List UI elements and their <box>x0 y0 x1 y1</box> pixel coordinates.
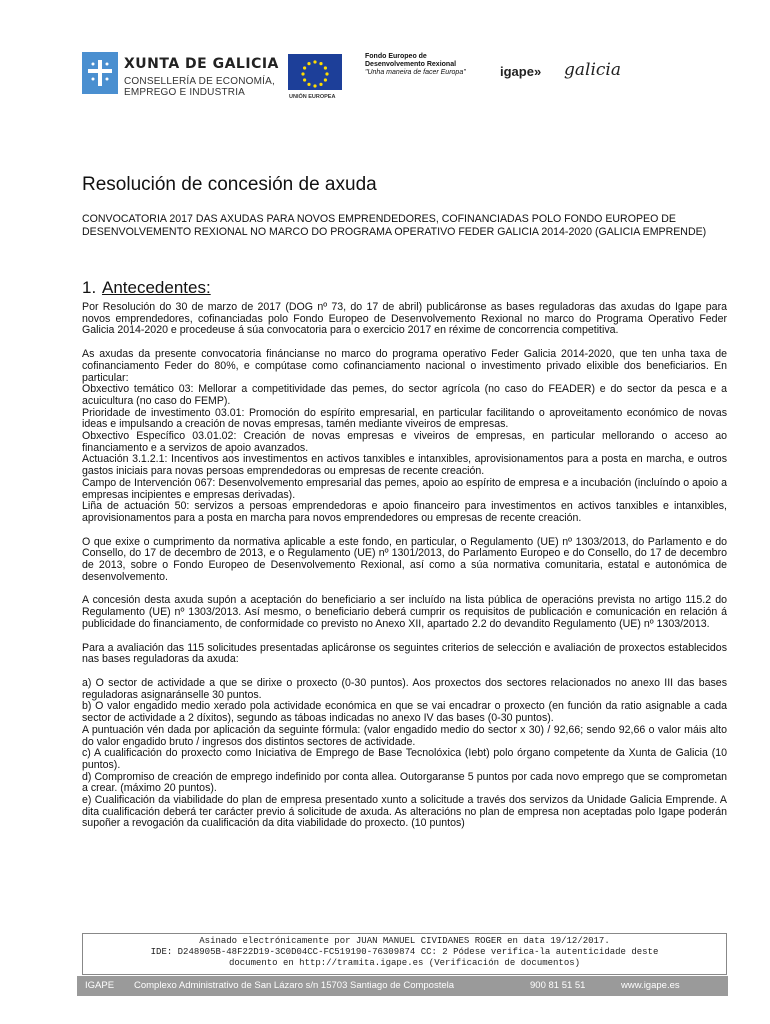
criterion-item: b) O valor engadido medio xerado pola actividade económica en que se vai encadrar o proxecto (en función da ratio asignable a cada sector de actividade a 2 díxitos), segundo as táboas indicadas no anexo IV das bases (0-30 puntos). <box>82 700 727 725</box>
criterion-item: c) A cualificación do proxecto como Iniciativa de Emprego de Base Tecnolóxica (Iebt) polo órgano competente da Xunta de Galicia (10 puntos). <box>82 747 727 771</box>
paragraph: Actuación 3.1.2.1: Incentivos aos investimentos en activos tanxibles e intanxibles, aprovisionamentos para a posta en marcha, e outros gastos iniciais para novas persoas emprendedoras ou empresas de recente creación. <box>82 453 727 478</box>
document-title: Resolución de concesión de axuda <box>82 174 377 195</box>
signature-verification: IDE: D248905B-48F22D19-3C0D04CC-FC519190-76309874 CC: 2 Pódese verifica-la autenticidade deste <box>150 947 659 957</box>
section-title: Antecedentes: <box>101 278 211 297</box>
paragraph: Obxectivo temático 03: Mellorar a competitividade das pemes, do sector agrícola (no caso do FEADER) e do sector da pesca e a acuicultura (no caso do FEMP). <box>82 383 727 407</box>
footer-bar <box>77 976 728 996</box>
paragraph: Campo de Intervención 067: Desenvolvemento empresarial das pemes, apoio ao espírito de empresa e a incubación (incluíndo o apoio a empresas incipientes e empresas derivadas). <box>82 476 727 501</box>
xunta-cross-icon <box>88 60 112 86</box>
footer-website-link[interactable]: www.igape.es <box>621 980 680 991</box>
signature-box <box>82 933 727 975</box>
xunta-dept-line2: EMPREGO E INDUSTRIA <box>124 87 246 98</box>
document-body <box>82 302 727 830</box>
eu-flag-icon <box>288 54 342 90</box>
footer-org: IGAPE <box>85 980 115 991</box>
footer-phone: 900 81 51 51 <box>530 980 586 991</box>
paragraph: As axudas da presente convocatoria fináncianse no marco do programa operativo Feder Galicia 2014-2020, que ten unha taxa de cofinanciamento Feder do 80%, e compútase como cofinanciamento nacional o investimento privado elixible dos beneficiarios. En particular: <box>82 348 727 384</box>
eu-label: UNIÓN EUROPEA <box>289 94 336 100</box>
criterion-item: a) O sector de actividade a que se dirixe o proxecto (0-30 puntos). Aos proxectos dos sectores relacionados no anexo III das bases reguladoras asignaránselle 30 puntos. <box>82 676 727 701</box>
letterhead <box>82 50 642 110</box>
paragraph: Para a avaliación das 115 solicitudes presentadas aplicáronse os seguintes criterios de selección e avaliación de proxectos establecidos nas bases reguladoras da axuda: <box>82 641 727 666</box>
document-subtitle: CONVOCATORIA 2017 DAS AXUDAS PARA NOVOS EMPRENDEDORES, COFINANCIADAS POLO FONDO EUROPEO DE DESENVOLVEMENTO REXIONAL NO MARCO DO PROGRAMA OPERATIVO FEDER GALICIA 2014-2020 (GALICIA EMPRENDE) <box>82 213 707 238</box>
igape-logo: igape» <box>500 64 542 79</box>
section-number: 1. <box>82 278 97 297</box>
paragraph: A concesión desta axuda supón a aceptación do beneficiario a ser incluído na lista pública de operacións prevista no artigo 115.2 do Regulamento (UE) nº 1303/2013. Así mesmo, o beneficiario deberá cumprir os requisitos de publicación e comunicación en relación á publicidade do financiamento, de conformidade co previsto no Anexo XII, apartado 2.2 do devandito Regulamento (UE) nº 1303/2013. <box>82 594 727 630</box>
criterion-item: e) Cualificación da viabilidade do plan de empresa presentado xunto a solicitude a través dos servizos da Unidade Galicia Emprende. A dita cualificación deberá ter carácter previo á solicitude de axuda. As alteracións no plan de empresa non aceptadas polo Igape poderán supoñer a revogación da cualificación da dita viabilidade do proxecto. (10 puntos) <box>82 794 727 830</box>
signature-link[interactable]: documento en http://tramita.igape.es (Verificación de documentos) <box>228 958 581 968</box>
footer-address: Complexo Administrativo de San Lázaro s/n 15703 Santiago de Compostela <box>134 980 455 991</box>
criterion-item: d) Compromiso de creación de emprego indefinido por conta allea. Outorgaranse 5 puntos por cada novo emprego que se comprometan a crear. (máximo 20 puntos). <box>82 770 727 795</box>
xunta-dept-line1: CONSELLERÍA DE ECONOMÍA, <box>124 76 275 87</box>
paragraph: Por Resolución do 30 de marzo de 2017 (DOG nº 73, do 17 de abril) publicáronse as bases reguladoras das axudas do Igape para novos emprendedores, cofinanciadas polo Fondo Europeo de Desenvolvemento Rexional no marco do Programa Operativo Feder Galicia 2014-2020 e procedeuse á súa convocatoria para o exercicio 2017 en réxime de concorrencia competitiva. <box>82 301 727 337</box>
section-heading <box>82 278 211 298</box>
feder-line1: Fondo Europeo de <box>365 53 427 60</box>
xunta-name: XUNTA DE GALICIA <box>124 56 279 72</box>
feder-line2: Desenvolvemento Rexional <box>365 61 457 68</box>
feder-text <box>365 53 466 77</box>
paragraph: O que exixe o cumprimento da normativa aplicable a este fondo, en particular, o Regulamento (UE) nº 1303/2013, do Parlamento e do Consello, do 17 de decembro de 2013, e o Regulamento (UE) nº 1301/2013, do Parlamento Europeo e do Consello, do 17 de decembro de 2013, sobre o Fondo Europeo de Desenvolvemento Rexional, así como a súa normativa comunitaria, estatal e autonómica de desenvolvemento. <box>82 535 727 583</box>
xunta-department <box>124 76 275 98</box>
paragraph: Prioridade de investimento 03.01: Promoción do espírito empresarial, en particular facilitando o aproveitamento económico de novas ideas e impulsando a creación de novas empresas, tamén mediante viveiros de empresas. <box>82 406 727 431</box>
paragraph: Obxectivo Específico 03.01.02: Creación de novas empresas e viveiros de empresas, en particular mellorando o acceso ao financiamento e a servizos de apoio avanzados. <box>82 430 727 454</box>
galicia-logo: galicia <box>564 60 621 80</box>
criterion-item: A puntuación vén dada por aplicación da seguinte fórmula: (valor engadido medio do sector x 30) / 92,66; sendo 92,66 o valor máis alto do valor engadido bruto / ingresos dos distintos sectores de actividade. <box>82 723 727 748</box>
signature-line: Asinado electrónicamente por JUAN MANUEL CIVIDANES ROGER en data 19/12/2017. <box>199 936 610 946</box>
xunta-logo-icon <box>82 52 118 94</box>
feder-motto: "Unha maneira de facer Europa" <box>365 69 466 76</box>
paragraph: Liña de actuación 50: servizos a persoas emprendedoras e apoio financeiro para investimentos en activos tanxibles e intanxibles, aprovisionamentos para a posta en marcha para novos emprendedores ou empresas de recente creación. <box>82 500 727 524</box>
